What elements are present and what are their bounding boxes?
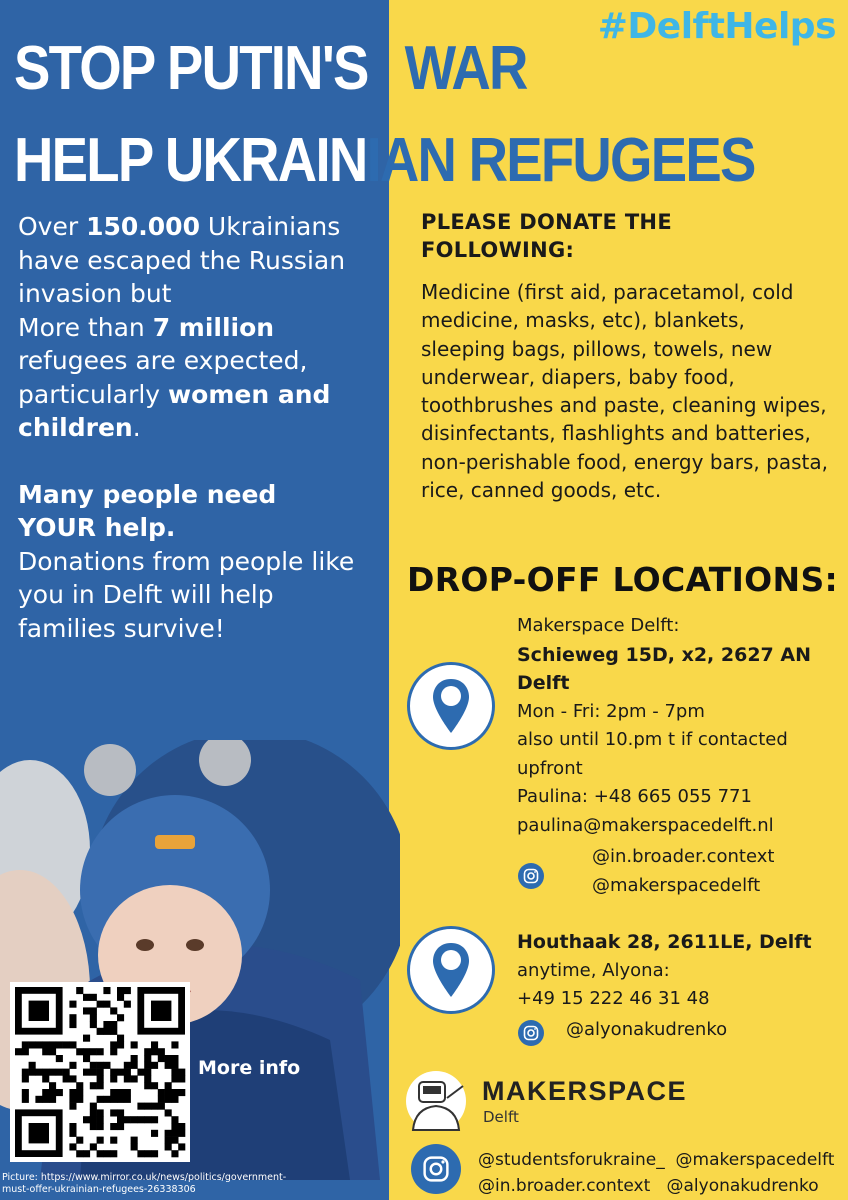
headline-line-2-white: HELP UKRAIN <box>14 126 367 195</box>
instagram-icon[interactable] <box>518 863 544 889</box>
location-1-hours: Mon - Fri: 2pm - 7pm <box>517 700 705 722</box>
headline-line-1 <box>14 34 527 103</box>
location-1-ig-handle-2[interactable]: @makerspacedelft <box>592 874 761 896</box>
footer-handle-alyonakudrenko[interactable]: @alyonakudrenko <box>666 1176 819 1196</box>
headline-line-2-blue: IAN REFUGEES <box>366 126 755 195</box>
location-2-hours: anytime, Alyona: <box>517 959 670 981</box>
location-1-address: Schieweg 15D, x2, 2627 AN Delft <box>517 643 811 694</box>
location-2-phone: +49 15 222 46 31 48 <box>517 988 710 1009</box>
makerspace-title: MAKERSPACE <box>482 1076 688 1106</box>
headline-line-1-blue: WAR <box>404 34 527 103</box>
donate-items-list: Medicine (first aid, paracetamol, cold medicine, masks, etc), blankets, sleeping bags, pillows, towels, new underwear, diapers, baby food, toothbrushes and paste, cleaning wipes, disinfectants, flashlights and batteries, non-perishable food, energy bars, pasta, rice, canned goods, etc. <box>421 280 828 503</box>
location-2-ig-handle[interactable]: @alyonakudrenko <box>566 1019 728 1040</box>
footer-handle-makerspacedelft[interactable]: @makerspacedelft <box>675 1150 835 1170</box>
hashtag: #DelftHelps <box>597 6 836 47</box>
location-1-instagram <box>592 843 774 900</box>
location-1-details <box>517 612 827 840</box>
instagram-icon[interactable] <box>518 1020 544 1046</box>
location-2-details <box>517 928 812 1014</box>
footer-handles <box>478 1147 834 1199</box>
intro-paragraph-2: More than 7 million refugees are expected, particularly women and children. <box>18 312 331 442</box>
makerspace-logo-icon <box>405 1068 467 1134</box>
intro-paragraph-1: Over 150.000 Ukrainians have escaped the Russian invasion but <box>18 212 346 308</box>
location-2-address: Houthaak 28, 2611LE, Delft <box>517 931 812 953</box>
qr-code[interactable] <box>10 982 190 1162</box>
headline-line-2 <box>14 126 755 195</box>
location-1-ig-handle-1[interactable]: @in.broader.context <box>592 846 775 867</box>
location-1-name: Makerspace Delft: <box>517 615 680 636</box>
instagram-icon[interactable] <box>411 1144 461 1194</box>
location-1-phone: Paulina: +48 665 055 771 <box>517 786 752 807</box>
qr-more-info-label: More info <box>198 1057 301 1079</box>
footer-handle-studentsforukraine[interactable]: @studentsforukraine_ <box>478 1150 665 1170</box>
headline-line-1-white: STOP PUTIN'S <box>14 34 368 103</box>
donate-heading: PLEASE DONATE THE FOLLOWING: <box>421 210 672 262</box>
intro-paragraph-3: Many people need YOUR help. Donations from people like you in Delft will help families survive! <box>18 479 355 643</box>
makerspace-subtitle: Delft <box>483 1108 519 1126</box>
left-intro-text <box>18 210 378 645</box>
location-1-extra: also until 10.pm t if contacted upfront <box>517 729 788 779</box>
location-pin-icon <box>407 926 495 1014</box>
location-1-email[interactable]: paulina@makerspacedelft.nl <box>517 814 774 836</box>
location-pin-icon <box>407 662 495 750</box>
photo-caption: Picture: https://www.mirror.co.uk/news/politics/government-must-offer-ukrainian-refugees-26338306 <box>2 1172 287 1195</box>
dropoff-heading: DROP-OFF LOCATIONS: <box>407 560 839 599</box>
footer-handle-in-broader-context[interactable]: @in.broader.context <box>478 1176 651 1196</box>
